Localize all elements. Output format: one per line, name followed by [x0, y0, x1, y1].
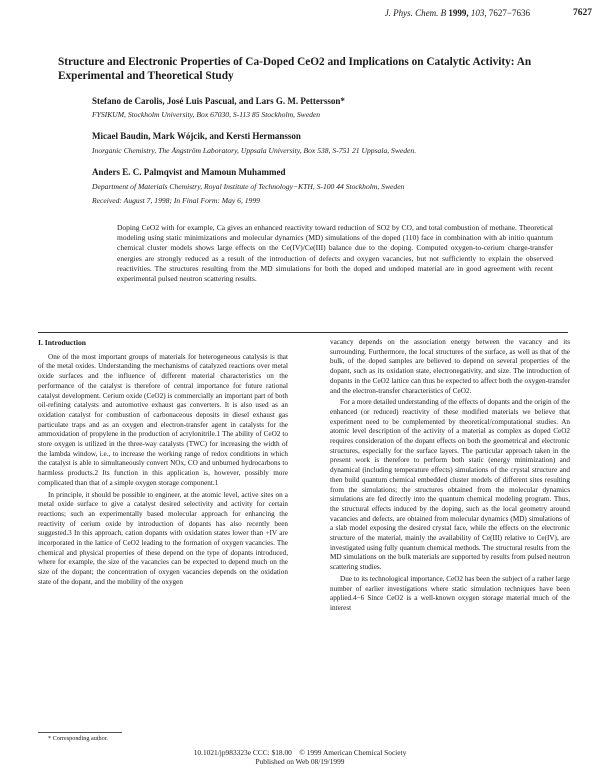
author-list-3: Anders E. C. Palmqvist and Mamoun Muhammed	[92, 167, 286, 177]
paragraph: For a more detailed understanding of the effects of dopants and the origin of the enhanced (or reduced) reactivity of these modified materials we believe that experiment need to be complemented by theoretical/computational studies. An atomic level description of the activity of a material as complex as doped CeO2 requires consideration of the dopant effects on both the geometrical and electronic structures, especially for the surface layers. The particular approach taken in the present work is therefore to perform both static (energy minimization) and dynamical (including temperature effects) simulations of the crystal structure and then build quantum chemical embedded cluster models of different sites resulting from the simulations; the structures obtained from the molecular dynamics simulations are fed directly into the quantum chemical modeling program. Thus, the structural effects induced by the doping, such as the local geometry around vacancies and defects, are obtained from molecular dynamics (MD) simulations of a slab model exposing the desired crystal face, while the effects on the electronic structure of the material, mainly the availability of Ce(III) relative to Ce(IV), are investigated using fully quantum chemical methods. The structural results from the MD simulations on the bulk materials are supported by results from pulsed neutron scattering studies.	[330, 398, 570, 572]
author-list-2: Micael Baudin, Mark Wójcik, and Kersti Hermansson	[92, 131, 301, 141]
footnote-divider	[38, 732, 122, 733]
journal-name: J. Phys. Chem. B	[384, 8, 447, 18]
paragraph: One of the most important groups of materials for heterogeneous catalysis is that of the metal oxides. Understanding the mechanisms of catalyzed reactions over metal oxide surfaces and the influence of different material characteristics on the performance of the catalyst is therefore of central importance for future rational catalyst development. Cerium oxide (CeO2) is commercially an important part of both oil-refining catalysts and automotive exhaust gas converters. It is also used as an oxidation catalyst for combustion of carbonaceous deposits in diesel exhaust gas particulate traps and as an oxygen and electron-transfer agent in catalysts for the ammoxidation of propylene in the production of acrylonitrile.1 The ability of CeO2 to store oxygen is utilized in the three-way catalysts (TWC) for increasing the width of the lambda window, i.e., to increase the working range of redox conditions in which the catalyst is able to simultaneously convert NOx, CO and unburned hydrocarbons to harmless products.2 Its function in this application is, however, possibly more complicated than that of a simple oxygen storage component.1	[38, 352, 288, 487]
footnote: * Corresponding author.	[48, 735, 108, 742]
affiliation-3: Department of Materials Chemistry, Royal Institute of Technology−KTH, S-100 44 Stockholm, Sweden	[92, 182, 405, 191]
received-dates: Received: August 7, 1998; In Final Form: May 6, 1999	[92, 196, 260, 205]
paragraph: vacancy depends on the association energy between the vacancy and its surrounding. Furthermore, the local structures of the surface, as well as that of the bulk, of the doped samples are believed to depend on several properties of the dopant, such as its oxidation state, electronegativity, and size. The introduction of dopants in the CeO2 lattice can thus be expected to affect both the oxygen-transfer and the electron-transfer characteristics of CeO2.	[330, 338, 570, 395]
journal-citation	[300, 8, 530, 18]
paragraph: In principle, it should be possible to engineer, at the atomic level, active sites on a metal oxide surface to give a catalyst desired selectivity and activity for certain reactions; such an experimentally based molecular approach for enhancing the reactivity of cerium oxide by introduction of dopants has also recently been suggested.3 In this approach, cation dopants with oxidation states lower than +IV are incorporated in the lattice of CeO2 leading to the formation of oxygen vacancies. The chemical and physical properties of these depend on the type of dopants introduced, where for example, the size of the vacancies can be expected to depend much on the size of the dopant; the concentration of oxygen vacancies depends on the oxidation state of the dopant, and the mobility of the oxygen	[38, 490, 288, 586]
author-list-1: Stefano de Carolis, José Luis Pascual, and Lars G. M. Pettersson*	[92, 96, 345, 106]
doi-copyright: 10.1021/jp983323e CCC: $18.00 © 1999 American Chemical Society	[193, 748, 407, 757]
affiliation-2: Inorganic Chemistry, The Ångström Laboratory, Uppsala University, Box 538, S-751 21 Uppsala, Sweden.	[92, 146, 417, 155]
affiliation-1: FYSIKUM, Stockholm University, Box 67030, S-113 85 Stockholm, Sweden	[92, 110, 321, 119]
paragraph: Due to its technological importance, CeO2 has been the subject of a rather large number of earlier investigations where static simulation techniques have been applied.4−6 Since CeO2 is a well-known oxygen storage material much of the interest	[330, 574, 570, 612]
publication-date: Published on Web 08/19/1999	[255, 757, 345, 766]
abstract: Doping CeO2 with for example, Ca gives an enhanced reactivity toward reduction of SO2 by CO, and total combustion of methane. Theoretical modeling using static minimizations and molecular dynamics (MD) simulations of the doped (110) face in combination with ab initio quantum chemical cluster models shows large effects on the Ce(IV)/Ce(III) balance due to the doping. Computed oxygen-to-cerium charge-transfer energies are strongly reduced as a result of the introduction of defects and oxygen vacancies, but not sufficiently to explain the observed reactivities. The structures resulting from the MD simulations for both the doped and undoped material are in good agreement with recent experimental pulsed neutron scattering results.	[117, 223, 553, 284]
page-number: 7627	[573, 8, 592, 18]
journal-pages: 7627−7636	[488, 8, 530, 18]
page-footer	[0, 748, 600, 766]
left-column	[38, 338, 288, 590]
right-column	[330, 338, 570, 616]
paper-title: Structure and Electronic Properties of Ca-Doped CeO2 and Implications on Catalytic Activity: An Experimental and Theoretical Study	[58, 56, 532, 82]
journal-year: 1999,	[448, 8, 469, 18]
journal-volume: 103,	[470, 8, 487, 18]
section-heading: I. Introduction	[38, 338, 86, 347]
section-divider	[38, 332, 568, 333]
